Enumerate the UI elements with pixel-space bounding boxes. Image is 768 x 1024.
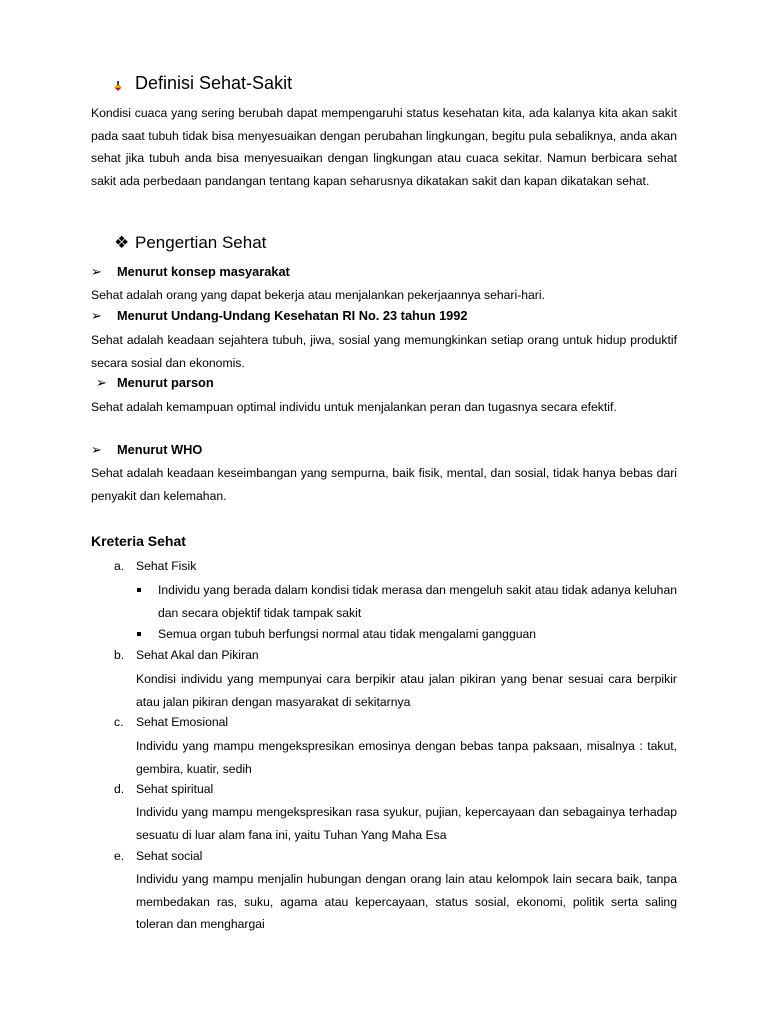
- section2-heading-3: Menurut parson: [117, 375, 214, 390]
- criteria-marker-c: c.: [114, 715, 124, 729]
- section1-title: Definisi Sehat-Sakit: [135, 73, 293, 93]
- criteria-label-c: Sehat Emosional: [136, 715, 229, 729]
- criteria-label-a: Sehat Fisik: [136, 559, 197, 573]
- criteria-text-e: Individu yang mampu menjalin hubungan dengan orang lain atau kelompok lain secara baik, tanpa membedakan ras, suku, agama atau kepercayaan, status sosial, ekonomi, politik serta saling toleran dan menghargai: [136, 872, 677, 931]
- section2-heading-1: Menurut konsep masyarakat: [117, 264, 290, 279]
- criteria-a-bullet-1: Individu yang berada dalam kondisi tidak merasa dan mengeluh sakit atau tidak adanya keluhan dan secara objektif tidak tampak sakit: [158, 583, 677, 620]
- criteria-a-bullet-2: Semua organ tubuh berfungsi normal atau tidak mengalami gangguan: [158, 627, 537, 641]
- section1-bullet-icon: [112, 80, 124, 92]
- criteria-label-d: Sehat spiritual: [136, 782, 214, 796]
- section2-text-3: Sehat adalah kemampuan optimal individu untuk menjalankan peran dan tugasnya secara efektif.: [91, 400, 617, 414]
- arrow-icon: ➢: [91, 442, 102, 457]
- section2-text-4: Sehat adalah keadaan keseimbangan yang sempurna, baik fisik, mental, dan sosial, tidak hanya bebas dari penyakit dan kelemahan.: [91, 466, 677, 503]
- arrow-icon: ➢: [96, 375, 107, 390]
- arrow-icon: ➢: [91, 264, 102, 279]
- criteria-marker-b: b.: [114, 648, 125, 662]
- criteria-text-d: Individu yang mampu mengekspresikan rasa syukur, pujian, kepercayaan dan sebagainya terhadap sesuatu di luar alam fana ini, yaitu Tuhan Yang Maha Esa: [136, 805, 677, 842]
- criteria-marker-e: e.: [114, 849, 125, 863]
- section2-text-1: Sehat adalah orang yang dapat bekerja atau menjalankan pekerjaannya sehari-hari.: [91, 288, 545, 302]
- criteria-label-e: Sehat social: [136, 849, 203, 863]
- criteria-label-b: Sehat Akal dan Pikiran: [136, 648, 259, 662]
- criteria-marker-d: d.: [114, 782, 125, 796]
- section2-heading-2: Menurut Undang-Undang Kesehatan RI No. 23 tahun 1992: [117, 308, 468, 323]
- criteria-marker-a: a.: [114, 559, 125, 573]
- section2-text-2: Sehat adalah keadaan sejahtera tubuh, jiwa, sosial yang memungkinkan setiap orang untuk hidup produktif secara sosial dan ekonomis.: [91, 333, 677, 370]
- diamond-icon: ❖: [114, 233, 130, 252]
- square-bullet-icon: [137, 632, 141, 636]
- criteria-text-c: Individu yang mampu mengekspresikan emosinya dengan bebas tanpa paksaan, misalnya : takut, gembira, kuatir, sedih: [136, 739, 677, 776]
- criteria-text-b: Kondisi individu yang mempunyai cara berpikir atau jalan pikiran yang benar sesuai cara berpikir atau jalan pikiran dengan masyarakat di sekitarnya: [136, 672, 677, 709]
- section2-title: Pengertian Sehat: [135, 233, 267, 252]
- section1-paragraph: Kondisi cuaca yang sering berubah dapat mempengaruhi status kesehatan kita, ada kalanya kita akan sakit pada saat tubuh tidak bisa menyesuaikan dengan perubahan lingkungan, begitu pula sebaliknya, anda akan sehat jika tubuh anda bisa menyesuaikan dengan lingkungan atau cuaca sekitar. Namun berbicara sehat sakit ada perbedaan pandangan tentang kapan seharusnya dikatakan sakit dan kapan dikatakan sehat.: [91, 106, 677, 188]
- arrow-icon: ➢: [91, 308, 102, 323]
- square-bullet-icon: [137, 588, 141, 592]
- section3-title: Kreteria Sehat: [91, 533, 186, 549]
- section2-heading-4: Menurut WHO: [117, 442, 203, 457]
